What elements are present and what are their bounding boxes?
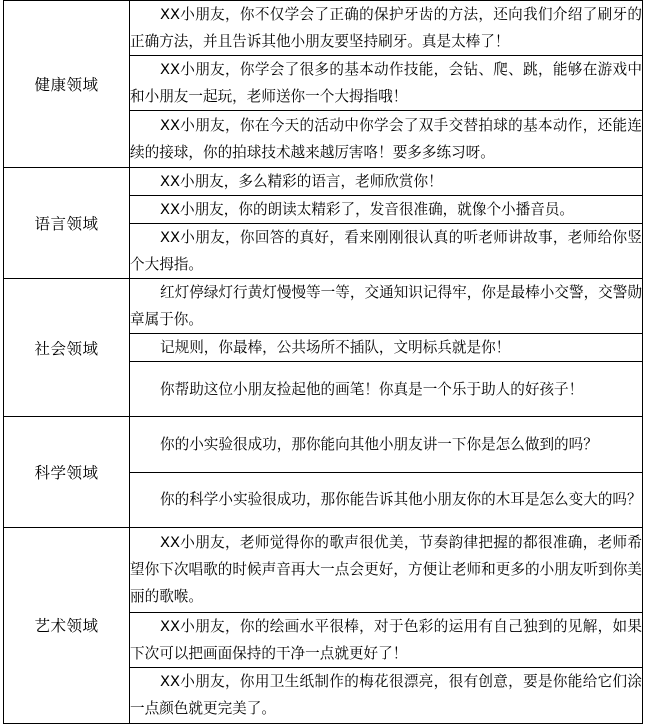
comment-text: 你帮助这位小朋友捡起他的画笔！你真是一个乐于助人的好孩子！ xyxy=(160,380,584,398)
table-row xyxy=(4,527,643,612)
comment-cell xyxy=(130,417,643,472)
comment-text: XX小朋友，你的朗读太精彩了，发音很准确，就像个小播音员。 xyxy=(160,201,575,219)
comment-text: XX小朋友，你用卫生纸制作的梅花很漂亮，很有创意，要是你能给它们涂一点颜色就更完美了。 xyxy=(130,673,642,718)
comment-cell xyxy=(130,667,643,723)
comment-text: XX小朋友，你学会了很多的基本动作技能，会钻、爬、跳，能够在游戏中和小朋友一起玩，老师送你一个大拇指哦！ xyxy=(130,61,642,106)
comment-cell xyxy=(130,527,643,612)
comment-cell xyxy=(130,279,643,334)
comment-cell xyxy=(130,111,643,168)
comment-cell xyxy=(130,362,643,417)
comment-text: 记规则，你最棒，公共场所不插队，文明标兵就是你！ xyxy=(160,339,511,357)
comment-cell xyxy=(130,334,643,362)
comment-cell xyxy=(130,612,643,667)
evaluation-table xyxy=(3,0,643,724)
comment-cell xyxy=(130,472,643,527)
domain-label-health: 健康领域 xyxy=(4,1,130,168)
comment-text: XX小朋友，你回答的真好，看来刚刚很认真的听老师讲故事，老师给你竖个大拇指。 xyxy=(130,229,642,274)
comment-text: XX小朋友，你在今天的活动中你学会了双手交替拍球的基本动作，还能连续的接球，你的拍球技术越来越厉害咯！要多多练习呀。 xyxy=(130,117,642,162)
comment-text: XX小朋友，多么精彩的语言，老师欣赏你！ xyxy=(160,173,443,191)
comment-text: 红灯停绿灯行黄灯慢慢等一等，交通知识记得牢，你是最棒小交警，交警勋章属于你。 xyxy=(130,284,642,329)
domain-label-language: 语言领域 xyxy=(4,168,130,279)
domain-label-art: 艺术领域 xyxy=(4,527,130,723)
table-row xyxy=(4,168,643,196)
table-row xyxy=(4,417,643,472)
comment-text: XX小朋友，老师觉得你的歌声很优美，节奏韵律把握的都很准确，老师希望你下次唱歌的时候声音再大一点会更好，方便让老师和更多的小朋友听到你美丽的歌喉。 xyxy=(130,534,642,606)
comment-cell xyxy=(130,196,643,224)
comment-text: 你的小实验很成功，那你能向其他小朋友讲一下你是怎么做到的吗？ xyxy=(160,436,598,454)
domain-label-social: 社会领域 xyxy=(4,279,130,417)
comment-cell xyxy=(130,224,643,279)
comment-text: 你的科学小实验很成功，那你能告诉其他小朋友你的木耳是怎么变大的吗？ xyxy=(160,491,642,509)
comment-cell xyxy=(130,168,643,196)
domain-label-science: 科学领域 xyxy=(4,417,130,527)
comment-text: XX小朋友，你不仅学会了正确的保护牙齿的方法，还向我们介绍了刷牙的正确方法，并且告诉其他小朋友要坚持刷牙。真是太棒了！ xyxy=(130,6,642,51)
comment-text: XX小朋友，你的绘画水平很棒，对于色彩的运用有自己独到的见解，如果下次可以把画面保持的干净一点就更好了！ xyxy=(130,617,642,662)
comment-cell xyxy=(130,56,643,111)
table-row xyxy=(4,279,643,334)
table-row xyxy=(4,1,643,56)
comment-cell xyxy=(130,1,643,56)
